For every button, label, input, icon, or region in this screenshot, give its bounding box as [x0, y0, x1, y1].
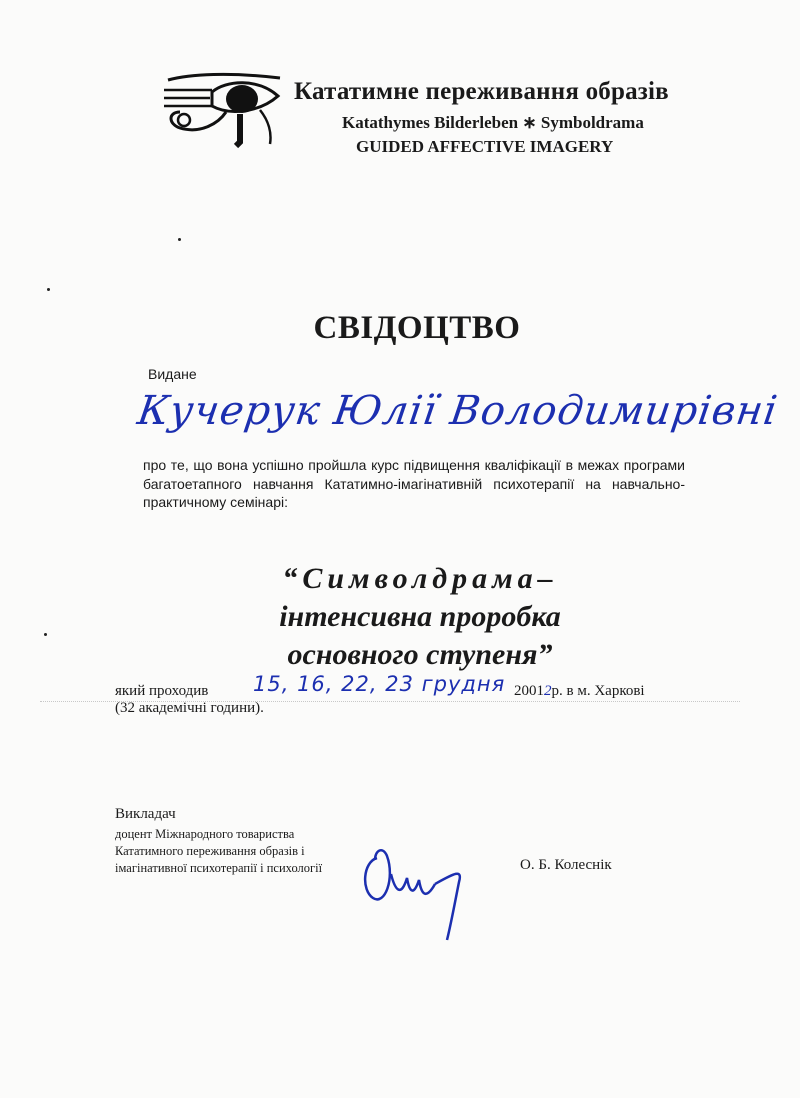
lecturer-label: Викладач: [115, 806, 176, 822]
held-label: який проходив: [115, 683, 209, 699]
lecturer-name: О. Б. Колеснік: [520, 857, 612, 873]
paper-speck: [178, 238, 181, 241]
org-title: Кататимне переживання образів: [294, 78, 669, 105]
paper-speck: [44, 633, 47, 636]
paper-speck: [47, 288, 50, 291]
course-title-line-3: основного ступеня”: [287, 638, 553, 671]
handwritten-signature: [355, 828, 470, 948]
course-title-line-2: інтенсивна проробка: [279, 600, 561, 633]
org-subtitle-german: Katathymes Bilderleben ∗ Symboldrama: [342, 113, 644, 132]
org-subtitle-english: GUIDED AFFECTIVE IMAGERY: [356, 137, 614, 156]
issued-label: Видане: [148, 366, 197, 382]
year-prefix: 2001: [514, 683, 544, 699]
certificate-title: СВІДОЦТВО: [313, 310, 521, 346]
recipient-name: Кучерук Юлії Володимирівні: [134, 388, 781, 434]
academic-hours: (32 академічні години).: [115, 700, 264, 716]
year-handwritten-digit: 2: [544, 683, 552, 699]
course-title: [180, 560, 660, 674]
course-title-line-1: “Символдрама–: [282, 562, 558, 595]
place: р. в м. Харкові: [551, 683, 645, 699]
lecturer-position: доцент Міжнародного товариства Кататимного переживання образів і імагінативної психотерапії і психології: [115, 827, 323, 875]
year-and-place: [514, 683, 645, 700]
eye-of-horus-logo: [160, 72, 285, 157]
seminar-dates: 15, 16, 22, 23 грудня: [253, 672, 506, 696]
certificate-body: про те, що вона успішно пройшла курс підвищення кваліфікації в межах програми багатоетапного навчання Кататимно-імагінативній психотерапії на навчально-практичному семінарі:: [143, 457, 685, 510]
